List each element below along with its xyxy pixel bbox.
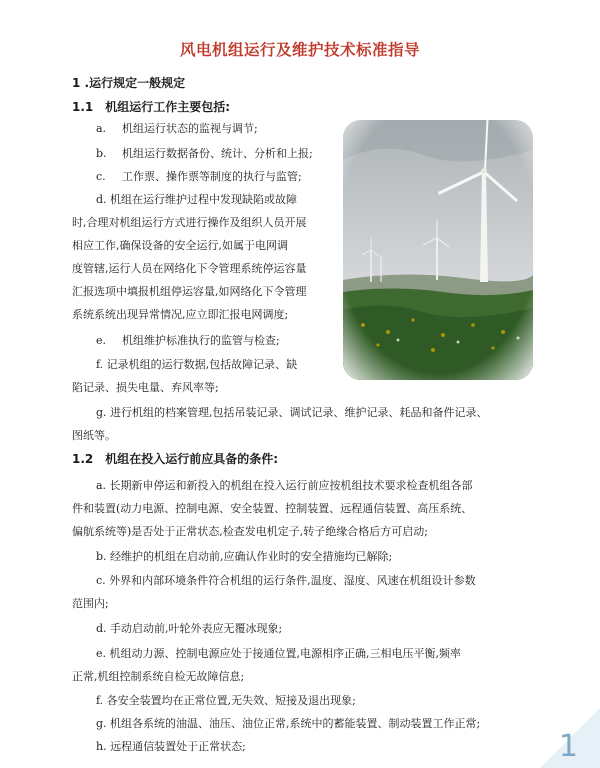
paragraph-line: g. 机组各系统的油温、油压、油位正常,系统中的蓄能装置、制动装置工作正常; <box>96 717 481 730</box>
section-heading-1-1 <box>72 98 230 115</box>
paragraph-line: f. 记录机组的运行数据,包括故障记录、缺 <box>96 358 298 371</box>
section-heading-1-2 <box>72 450 278 467</box>
paragraph-line: 范围内; <box>72 597 109 610</box>
paragraph-line: e. 机组动力源、控制电源应处于接通位置,电源相序正确,三相电压平衡,频率 <box>96 647 461 660</box>
paragraph-line: 相应工作,确保设备的安全运行,如属于电网调 <box>72 239 288 252</box>
paragraph-line: 正常,机组控制系统自检无故障信息; <box>72 670 245 683</box>
paragraph-line: h. 远程通信装置处于正常状态; <box>96 740 246 753</box>
section-label: 机组在投入运行前应具备的条件: <box>105 452 279 466</box>
section-number: 1.1 <box>72 100 94 114</box>
list-item: c. 工作票、操作票等制度的执行与监管; <box>96 170 302 183</box>
paragraph-line: 度管辖,运行人员在网络化下令管理系统停运容量 <box>72 262 307 275</box>
paragraph-line: 系统系统出现异常情况,应立即汇报电网调度; <box>72 308 289 321</box>
document-title: 风电机组运行及维护技术标准指导 <box>179 41 420 59</box>
paragraph-line: a. 长期新申停运和新投入的机组在投入运行前应按机组技术要求检查机组各部 <box>96 479 473 492</box>
paragraph-line: d. 手动启动前,叶轮外表应无覆冰现象; <box>96 622 283 635</box>
paragraph-line: 图纸等。 <box>72 429 116 442</box>
paragraph-line: f. 各安全装置均在正常位置,无失效、短接及退出现象; <box>96 694 356 707</box>
paragraph-line: 汇报选项中填报机组停运容量,如网络化下令管理 <box>72 285 307 298</box>
section-heading-1: 1 .运行规定一般规定 <box>72 76 186 90</box>
list-item: e. 机组维护标准执行的监管与检查; <box>96 334 280 347</box>
paragraph-line: 时,合理对机组运行方式进行操作及组织人员开展 <box>72 216 307 229</box>
list-item: a. 机组运行状态的监视与调节; <box>96 122 258 135</box>
paragraph-line: c. 外界和内部环境条件符合机组的运行条件,温度、湿度、风速在机组设计参数 <box>96 574 476 587</box>
paragraph-line: 陷记录、损失电量、弃风率等; <box>72 381 219 394</box>
paragraph-line: d. 机组在运行维护过程中发现缺陷或故障 <box>96 193 298 206</box>
section-label: 机组运行工作主要包括: <box>105 100 231 114</box>
wind-turbine-photo <box>343 120 533 380</box>
section-number: 1.2 <box>72 452 94 466</box>
paragraph-line: 偏航系统等)是否处于正常状态,检查发电机定子,转子绝缘合格后方可启动; <box>72 525 428 538</box>
page-number-corner <box>520 688 600 768</box>
paragraph-line: b. 经维护的机组在启动前,应确认作业时的安全措施均已解除; <box>96 550 393 563</box>
list-item: b. 机组运行数据备份、统计、分析和上报; <box>96 147 313 160</box>
paragraph-line: 件和装置(动力电源、控制电源、安全装置、控制装置、远程通信装置、高压系统、 <box>72 502 473 515</box>
page-number: 1 <box>558 729 578 764</box>
paragraph-line: g. 进行机组的档案管理,包括吊装记录、调试记录、维护记录、耗品和备件记录、 <box>96 406 488 419</box>
